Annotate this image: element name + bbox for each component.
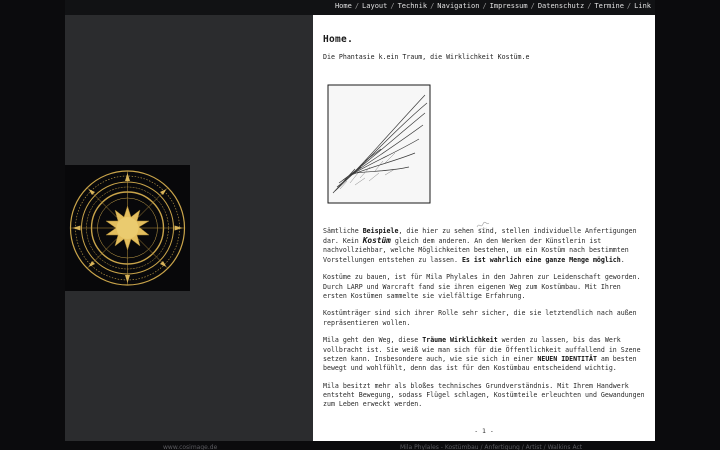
wing-sketch-image xyxy=(325,83,435,208)
paragraph-intro xyxy=(323,227,648,265)
text-run: Sämtliche xyxy=(323,227,363,235)
nav-separator: / xyxy=(530,2,535,10)
nav-termine[interactable]: Termine xyxy=(594,2,624,10)
golden-sun-mandala-icon xyxy=(65,165,190,291)
bold-text: Träume Wirklichkeit xyxy=(422,336,498,345)
nav-link[interactable]: Link xyxy=(634,2,651,10)
paragraph-4 xyxy=(323,336,648,373)
page-title: Home. xyxy=(323,34,354,45)
text-run: gleich dem anderen. An den Werken der Künstlerin ist nachvollziehbar, welche Möglichkeiten bestehen, um ein Kostüm nach bestimmten Vorstellungen entstehen zu lassen. xyxy=(323,237,629,264)
text-run: . xyxy=(620,255,625,264)
nav-separator: / xyxy=(482,2,487,10)
nav-separator: / xyxy=(390,2,395,10)
emphasis-kostuem: Kostüm xyxy=(362,236,391,246)
text-run: am besten bewegt und wohlfühlt, denn das ist für den Kostümbau entscheidend wichtig. xyxy=(323,354,637,372)
text-run: Mila geht den Weg, diese xyxy=(323,336,423,345)
bold-text: Es ist wahrlich eine ganze Menge möglich xyxy=(461,255,621,264)
footer-credits: Mila Phylales - Kostümbau / Anfertigung / Artist / Walkins Act xyxy=(400,444,583,450)
page-subtitle: Die Phantasie k.ein Traum, die Wirklichkeit Kostüm.e xyxy=(323,53,530,61)
bold-text: Beispiele xyxy=(362,227,399,235)
nav-datenschutz[interactable]: Datenschutz xyxy=(537,2,585,10)
text-run: , die hier zu sehen sind, stellen individuelle Anfertigungen dar. Kein xyxy=(323,227,637,246)
nav-separator: / xyxy=(587,2,592,10)
page-number: - 1 - xyxy=(474,427,494,435)
nav-navigation[interactable]: Navigation xyxy=(437,2,480,10)
nav-separator: / xyxy=(354,2,360,10)
paragraph-2: Kostüme zu bauen, ist für Mila Phylales in den Jahren zur Leidenschaft geworden. Durch LARP und Warcraft fand sie ihren eigenen Weg zum Kostümbau. Mit Ihren ersten Kostümen sammelte sie vielfältige Erfahrung. xyxy=(323,273,641,300)
paragraph-3: Kostümträger sind sich ihrer Rolle sehr sicher, die sie letztendlich nach außen repräsentieren wollen. xyxy=(323,309,637,327)
text-run: werden zu lassen, bis das Werk vollbracht ist. Sie weiß wie man sich für die Öffentlichkeit auffallend in Szene setzen kann. Insbesondere auch, wie sie sich in einer xyxy=(323,336,641,363)
nav-home[interactable]: Home xyxy=(334,2,352,10)
nav-technik[interactable]: Technik xyxy=(397,2,428,10)
top-navigation xyxy=(335,2,651,14)
article-body xyxy=(323,227,648,418)
nav-separator: / xyxy=(430,2,435,10)
bold-text: NEUEN IDENTITÄT xyxy=(537,354,597,363)
nav-impressum[interactable]: Impressum xyxy=(489,2,528,10)
artist-signature xyxy=(476,215,490,225)
nav-separator: / xyxy=(626,2,632,10)
nav-layout[interactable]: Layout xyxy=(362,2,388,10)
paragraph-5: Mila besitzt mehr als bloßes technisches Grundverständnis. Mit Ihrem Handwerk entsteht Bewegung, sodass Flügel schlagen, Kostümteile erleuchten und Gewandungen zum Leben erweckt werden. xyxy=(323,381,645,409)
footer-site-link[interactable]: www.cosimage.de xyxy=(163,444,218,450)
main-content xyxy=(313,15,655,441)
